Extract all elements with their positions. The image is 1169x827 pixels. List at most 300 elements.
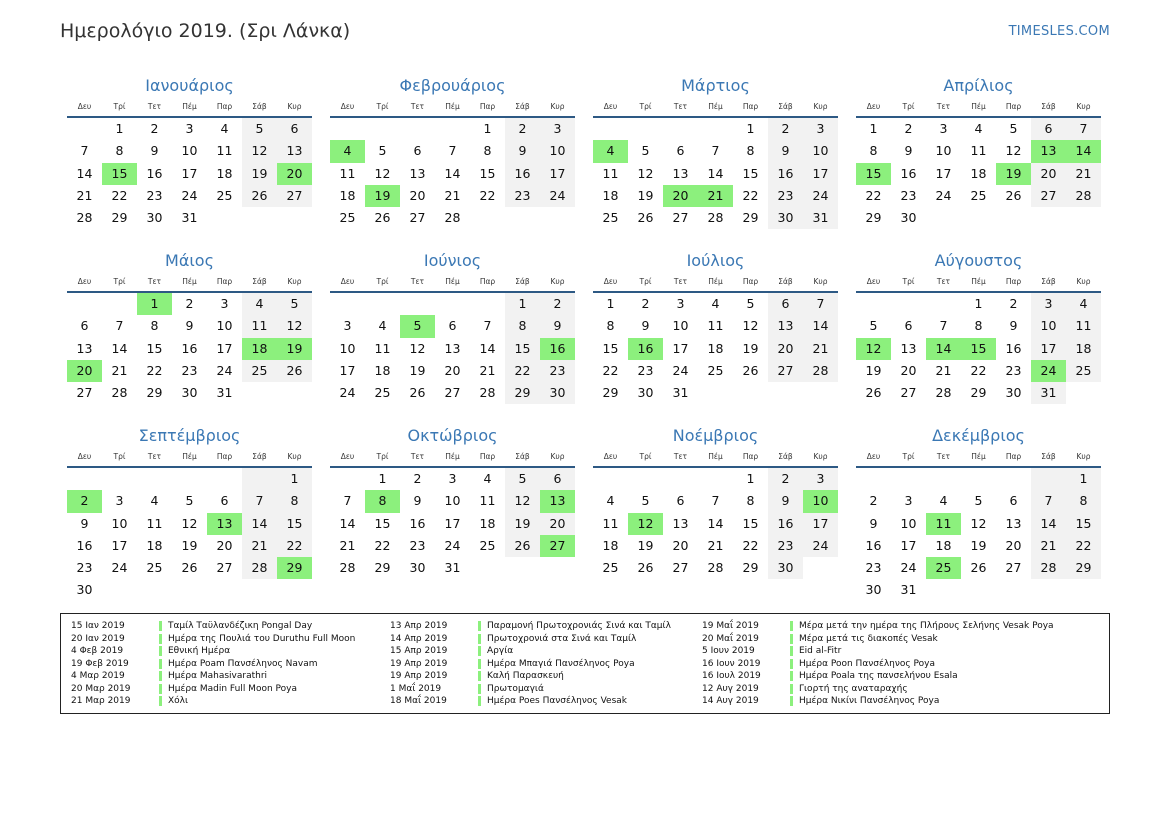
weekday-label: Πέμ — [708, 102, 723, 111]
legend-date: 1 Μαΐ 2019 — [390, 683, 442, 694]
holiday-day-cell: 27 — [540, 535, 575, 557]
day-cell: 13 — [768, 315, 803, 337]
empty-day-cell — [803, 557, 838, 579]
legend-holiday-name: Αργία — [487, 646, 514, 657]
weekday-header — [330, 273, 575, 293]
day-cell: 15 — [146, 340, 163, 356]
holiday-day-cell: 15 — [102, 163, 137, 185]
day-cell: 6 — [448, 318, 457, 334]
day-cell: 24 — [216, 362, 233, 378]
day-cell: 18 — [707, 340, 724, 356]
weekday-label: Τρί — [376, 452, 389, 461]
empty-day-cell — [102, 293, 137, 315]
day-cell: 3 — [676, 296, 685, 311]
day-cell: 26 — [181, 560, 198, 576]
month-title: Νοέμβριος — [672, 426, 759, 445]
day-cell: 16 — [181, 340, 198, 356]
weekday-label: Τετ — [147, 102, 162, 111]
day-cell: 13 — [672, 165, 689, 181]
weekday-label: Τετ — [147, 277, 162, 286]
day-cell: 18 — [479, 515, 496, 531]
holiday-marker-icon — [159, 634, 162, 644]
weekday-label: Παρ — [1005, 277, 1022, 286]
month-title: Μάρτιος — [681, 76, 750, 95]
legend-holiday-name: Ημέρα της Πουλιά του Duruthu Full Moon — [168, 633, 356, 644]
day-cell: 13 — [76, 340, 93, 356]
empty-day-cell — [926, 468, 961, 490]
day-cell: 2 — [768, 468, 803, 490]
holiday-marker-icon — [159, 646, 162, 656]
day-cell: 18 — [970, 165, 987, 181]
day-cell: 15 — [277, 513, 312, 535]
weekday-header — [593, 98, 838, 118]
weekday-label: Πέμ — [445, 452, 460, 461]
day-cell: 1 — [606, 296, 615, 311]
day-cell: 16 — [865, 537, 882, 553]
day-cell: 2 — [768, 118, 803, 140]
day-cell: 5 — [746, 296, 755, 311]
legend-date: 20 Μαΐ 2019 — [702, 633, 759, 644]
month-title: Δεκέμβριος — [932, 426, 1025, 445]
holiday-day-cell: 5 — [400, 315, 435, 337]
legend-date: 19 Απρ 2019 — [390, 658, 448, 669]
day-cell: 23 — [1005, 362, 1022, 378]
day-cell: 10 — [1031, 315, 1066, 337]
legend-holiday-name: Μέρα μετά την ημέρα της Πλήρους Σελήνης Vesak Poya — [799, 621, 1054, 632]
day-cell: 15 — [742, 165, 759, 181]
legend-item — [390, 670, 671, 683]
weekday-label: Κυρ — [287, 452, 302, 461]
legend-date: 19 Φεβ 2019 — [71, 658, 129, 669]
day-cell: 29 — [111, 210, 128, 226]
holiday-marker-icon — [478, 671, 481, 681]
day-cell: 14 — [803, 315, 838, 337]
day-cell: 22 — [970, 362, 987, 378]
day-cell: 20 — [444, 362, 461, 378]
empty-day-cell — [330, 293, 365, 315]
holiday-marker-icon — [790, 696, 793, 706]
legend-date: 19 Μαΐ 2019 — [702, 621, 759, 632]
day-cell: 7 — [803, 293, 838, 315]
legend-date: 14 Αυγ 2019 — [702, 696, 759, 707]
day-cell: 10 — [181, 143, 198, 159]
empty-day-cell — [663, 118, 698, 140]
day-cell: 19 — [865, 362, 882, 378]
weekday-label: Δευ — [77, 277, 92, 286]
day-cell: 20 — [540, 513, 575, 535]
weekday-label: Τρί — [902, 452, 915, 461]
empty-day-cell — [277, 382, 312, 404]
day-cell: 27 — [1005, 560, 1022, 576]
month-block — [67, 72, 312, 229]
weekday-label: Κυρ — [550, 452, 565, 461]
empty-day-cell — [628, 118, 663, 140]
day-cell: 7 — [483, 318, 492, 334]
day-cell: 14 — [479, 340, 496, 356]
empty-day-cell — [663, 468, 698, 490]
day-cell: 11 — [146, 515, 163, 531]
day-cell: 26 — [742, 362, 759, 378]
day-cell: 29 — [146, 385, 163, 401]
holiday-legend — [60, 613, 1110, 714]
holiday-day-cell: 20 — [663, 185, 698, 207]
day-cell: 25 — [242, 360, 277, 382]
day-cell: 23 — [146, 187, 163, 203]
day-cell: 28 — [111, 385, 128, 401]
day-cell: 27 — [900, 385, 917, 401]
day-cell: 26 — [970, 560, 987, 576]
legend-date: 4 Μαρ 2019 — [71, 671, 125, 682]
day-cell: 12 — [409, 340, 426, 356]
day-cell: 25 — [339, 210, 356, 226]
legend-date: 12 Αυγ 2019 — [702, 683, 759, 694]
day-cell: 30 — [146, 210, 163, 226]
day-cell: 14 — [76, 165, 93, 181]
legend-holiday-name: Εθνική Ημέρα — [168, 646, 231, 657]
day-cell: 4 — [220, 121, 229, 136]
day-cell: 9 — [150, 143, 159, 159]
day-cell: 13 — [672, 515, 689, 531]
empty-day-cell — [891, 293, 926, 315]
weekday-label: Παρ — [216, 277, 233, 286]
day-cell: 12 — [242, 140, 277, 162]
empty-day-cell — [505, 557, 540, 579]
day-cell: 15 — [602, 340, 619, 356]
day-cell: 4 — [483, 471, 492, 486]
day-cell: 17 — [111, 537, 128, 553]
day-cell: 23 — [768, 535, 803, 557]
day-cell: 7 — [939, 318, 948, 334]
holiday-day-cell: 13 — [207, 513, 242, 535]
day-cell: 11 — [242, 315, 277, 337]
day-cell: 25 — [970, 187, 987, 203]
empty-day-cell — [207, 579, 242, 601]
day-cell: 4 — [378, 318, 387, 334]
legend-date: 19 Απρ 2019 — [390, 671, 448, 682]
empty-day-cell — [1031, 207, 1066, 229]
day-cell: 31 — [900, 582, 917, 598]
legend-holiday-name: Ημέρα Madin Full Moon Poya — [168, 683, 297, 694]
holiday-day-cell: 14 — [1066, 140, 1101, 162]
day-cell: 7 — [115, 318, 124, 334]
day-cell: 29 — [970, 385, 987, 401]
legend-column — [390, 620, 671, 708]
day-cell: 11 — [707, 318, 724, 334]
day-cell: 3 — [448, 471, 457, 486]
day-cell: 13 — [277, 140, 312, 162]
day-cell: 10 — [216, 318, 233, 334]
day-cell: 23 — [900, 187, 917, 203]
day-cell: 15 — [505, 338, 540, 360]
empty-day-cell — [400, 293, 435, 315]
empty-day-cell — [207, 207, 242, 229]
weekday-header — [856, 448, 1101, 468]
day-cell: 21 — [479, 362, 496, 378]
empty-day-cell — [1066, 207, 1101, 229]
holiday-day-cell: 15 — [856, 163, 891, 185]
holiday-marker-icon — [478, 696, 481, 706]
legend-column — [71, 620, 355, 708]
weekday-label: Δευ — [603, 277, 618, 286]
day-cell: 6 — [540, 468, 575, 490]
day-cell: 17 — [444, 515, 461, 531]
empty-day-cell — [698, 118, 733, 140]
weekday-label: Παρ — [479, 277, 496, 286]
weekday-label: Δευ — [866, 277, 881, 286]
day-cell: 10 — [935, 143, 952, 159]
holiday-marker-icon — [478, 634, 481, 644]
day-cell: 11 — [602, 165, 619, 181]
day-cell: 9 — [641, 318, 650, 334]
weekday-label: Παρ — [1005, 452, 1022, 461]
day-cell: 26 — [277, 360, 312, 382]
day-cell: 12 — [1005, 143, 1022, 159]
legend-date: 18 Μαΐ 2019 — [390, 696, 447, 707]
day-cell: 12 — [277, 315, 312, 337]
day-cell: 5 — [869, 318, 878, 334]
legend-holiday-name: Χόλι — [168, 696, 189, 707]
empty-day-cell — [1031, 468, 1066, 490]
day-cell: 28 — [935, 385, 952, 401]
weekday-label: Σάβ — [252, 277, 267, 286]
legend-holiday-name: Ημέρα Νικίνι Πανσέληνος Poya — [799, 696, 940, 707]
legend-date: 20 Ιαν 2019 — [71, 633, 125, 644]
day-cell: 19 — [505, 513, 540, 535]
legend-item — [702, 695, 1054, 708]
holiday-day-cell: 4 — [330, 140, 365, 162]
month-block — [330, 247, 575, 404]
holiday-day-cell: 20 — [67, 360, 102, 382]
day-cell: 3 — [540, 118, 575, 140]
day-cell: 27 — [672, 560, 689, 576]
day-cell: 3 — [1031, 293, 1066, 315]
day-cell: 1 — [869, 121, 878, 136]
day-cell: 13 — [444, 340, 461, 356]
day-cell: 8 — [746, 493, 755, 509]
empty-day-cell — [961, 207, 996, 229]
day-cell: 6 — [220, 493, 229, 509]
day-cell: 30 — [637, 385, 654, 401]
day-grid — [330, 293, 575, 404]
day-cell: 2 — [904, 121, 913, 136]
day-cell: 11 — [1066, 315, 1101, 337]
weekday-label: Σάβ — [1041, 452, 1056, 461]
day-cell: 24 — [672, 362, 689, 378]
empty-day-cell — [330, 468, 365, 490]
empty-day-cell — [996, 468, 1031, 490]
day-cell: 10 — [900, 515, 917, 531]
day-cell: 29 — [742, 560, 759, 576]
day-cell: 29 — [1066, 557, 1101, 579]
day-cell: 17 — [540, 163, 575, 185]
day-cell: 19 — [637, 537, 654, 553]
day-cell: 19 — [409, 362, 426, 378]
empty-day-cell — [137, 579, 172, 601]
weekday-label: Κυρ — [813, 277, 828, 286]
weekday-label: Σάβ — [252, 102, 267, 111]
day-cell: 2 — [869, 493, 878, 509]
legend-item — [702, 633, 1054, 646]
holiday-marker-icon — [790, 659, 793, 669]
holiday-day-cell: 19 — [996, 163, 1031, 185]
day-grid — [856, 468, 1101, 602]
weekday-label: Δευ — [77, 102, 92, 111]
day-cell: 18 — [602, 187, 619, 203]
day-cell: 8 — [150, 318, 159, 334]
day-cell: 28 — [1031, 557, 1066, 579]
day-cell: 26 — [1005, 187, 1022, 203]
day-cell: 1 — [505, 293, 540, 315]
weekday-label: Δευ — [340, 452, 355, 461]
legend-item — [71, 645, 355, 658]
day-cell: 1 — [1066, 468, 1101, 490]
holiday-marker-icon — [790, 671, 793, 681]
day-cell: 4 — [711, 296, 720, 311]
day-cell: 1 — [483, 121, 492, 136]
weekday-label: Σάβ — [778, 102, 793, 111]
day-cell: 14 — [444, 165, 461, 181]
day-cell: 4 — [150, 493, 159, 509]
month-title: Ιανουάριος — [145, 76, 234, 95]
legend-holiday-name: Eid al-Fitr — [799, 646, 842, 657]
day-cell: 1 — [746, 471, 755, 486]
day-cell: 30 — [768, 207, 803, 229]
empty-day-cell — [733, 382, 768, 404]
day-cell: 24 — [444, 537, 461, 553]
holiday-day-cell: 12 — [856, 338, 891, 360]
day-cell: 17 — [803, 513, 838, 535]
legend-date: 14 Απρ 2019 — [390, 633, 448, 644]
day-cell: 22 — [505, 360, 540, 382]
holiday-day-cell: 15 — [961, 338, 996, 360]
day-cell: 15 — [1066, 513, 1101, 535]
legend-date: 20 Μαρ 2019 — [71, 683, 131, 694]
holiday-marker-icon — [790, 684, 793, 694]
day-cell: 25 — [1066, 360, 1101, 382]
day-cell: 27 — [672, 210, 689, 226]
empty-day-cell — [277, 207, 312, 229]
day-cell: 31 — [216, 385, 233, 401]
legend-holiday-name: Μέρα μετά τις διακοπές Vesak — [799, 633, 938, 644]
day-cell: 23 — [505, 185, 540, 207]
day-cell: 23 — [540, 360, 575, 382]
day-cell: 22 — [479, 187, 496, 203]
day-cell: 3 — [803, 118, 838, 140]
empty-day-cell — [891, 468, 926, 490]
weekday-label: Δευ — [77, 452, 92, 461]
day-cell: 10 — [803, 140, 838, 162]
holiday-day-cell: 18 — [242, 338, 277, 360]
day-cell: 6 — [904, 318, 913, 334]
day-cell: 1 — [277, 468, 312, 490]
empty-day-cell — [768, 382, 803, 404]
day-cell: 22 — [374, 537, 391, 553]
month-title: Απρίλιος — [943, 76, 1014, 95]
day-cell: 4 — [606, 493, 615, 509]
day-cell: 24 — [111, 560, 128, 576]
empty-day-cell — [628, 468, 663, 490]
empty-day-cell — [277, 579, 312, 601]
day-cell: 2 — [150, 121, 159, 136]
day-cell: 6 — [413, 143, 422, 159]
day-cell: 26 — [374, 210, 391, 226]
day-cell: 21 — [339, 537, 356, 553]
day-cell: 9 — [869, 515, 878, 531]
weekday-label: Τετ — [936, 102, 951, 111]
holiday-day-cell: 19 — [365, 185, 400, 207]
day-cell: 15 — [742, 515, 759, 531]
empty-day-cell — [856, 468, 891, 490]
weekday-label: Κυρ — [550, 277, 565, 286]
day-cell: 12 — [374, 165, 391, 181]
weekday-label: Πέμ — [445, 277, 460, 286]
weekday-label: Δευ — [603, 452, 618, 461]
weekday-label: Πέμ — [971, 452, 986, 461]
weekday-label: Σάβ — [778, 452, 793, 461]
day-cell: 27 — [277, 185, 312, 207]
month-block — [67, 422, 312, 602]
day-cell: 1 — [115, 121, 124, 136]
day-cell: 28 — [707, 560, 724, 576]
weekday-label: Τετ — [410, 277, 425, 286]
legend-item — [71, 695, 355, 708]
holiday-day-cell: 16 — [628, 338, 663, 360]
day-cell: 28 — [339, 560, 356, 576]
empty-day-cell — [137, 468, 172, 490]
weekday-label: Τρί — [639, 452, 652, 461]
site-link[interactable]: TIMESLES.COM — [1008, 24, 1110, 39]
weekday-label: Τρί — [113, 102, 126, 111]
day-cell: 9 — [540, 315, 575, 337]
holiday-marker-icon — [159, 696, 162, 706]
day-cell: 16 — [768, 163, 803, 185]
holiday-day-cell: 16 — [540, 338, 575, 360]
legend-holiday-name: Καλή Παρασκευή — [487, 671, 564, 682]
day-cell: 18 — [216, 165, 233, 181]
day-cell: 3 — [185, 121, 194, 136]
day-cell: 30 — [768, 557, 803, 579]
day-cell: 8 — [505, 315, 540, 337]
weekday-label: Τετ — [147, 452, 162, 461]
day-cell: 20 — [216, 537, 233, 553]
holiday-day-cell: 24 — [1031, 360, 1066, 382]
empty-day-cell — [540, 557, 575, 579]
empty-day-cell — [540, 207, 575, 229]
empty-day-cell — [242, 468, 277, 490]
day-cell: 24 — [339, 385, 356, 401]
legend-item — [702, 620, 1054, 633]
day-cell: 21 — [1066, 163, 1101, 185]
weekday-label: Δευ — [866, 102, 881, 111]
legend-item — [71, 658, 355, 671]
day-cell: 7 — [711, 143, 720, 159]
month-title: Οκτώβριος — [407, 426, 498, 445]
day-cell: 10 — [672, 318, 689, 334]
day-cell: 22 — [602, 362, 619, 378]
day-cell: 10 — [444, 493, 461, 509]
holiday-marker-icon — [478, 684, 481, 694]
day-cell: 30 — [865, 582, 882, 598]
day-cell: 12 — [505, 490, 540, 512]
weekday-label: Κυρ — [287, 102, 302, 111]
weekday-label: Κυρ — [1076, 452, 1091, 461]
day-cell: 20 — [672, 537, 689, 553]
empty-day-cell — [1031, 579, 1066, 601]
legend-date: 21 Μαρ 2019 — [71, 696, 131, 707]
day-grid — [593, 293, 838, 404]
day-cell: 30 — [76, 582, 93, 598]
day-cell: 11 — [216, 143, 233, 159]
